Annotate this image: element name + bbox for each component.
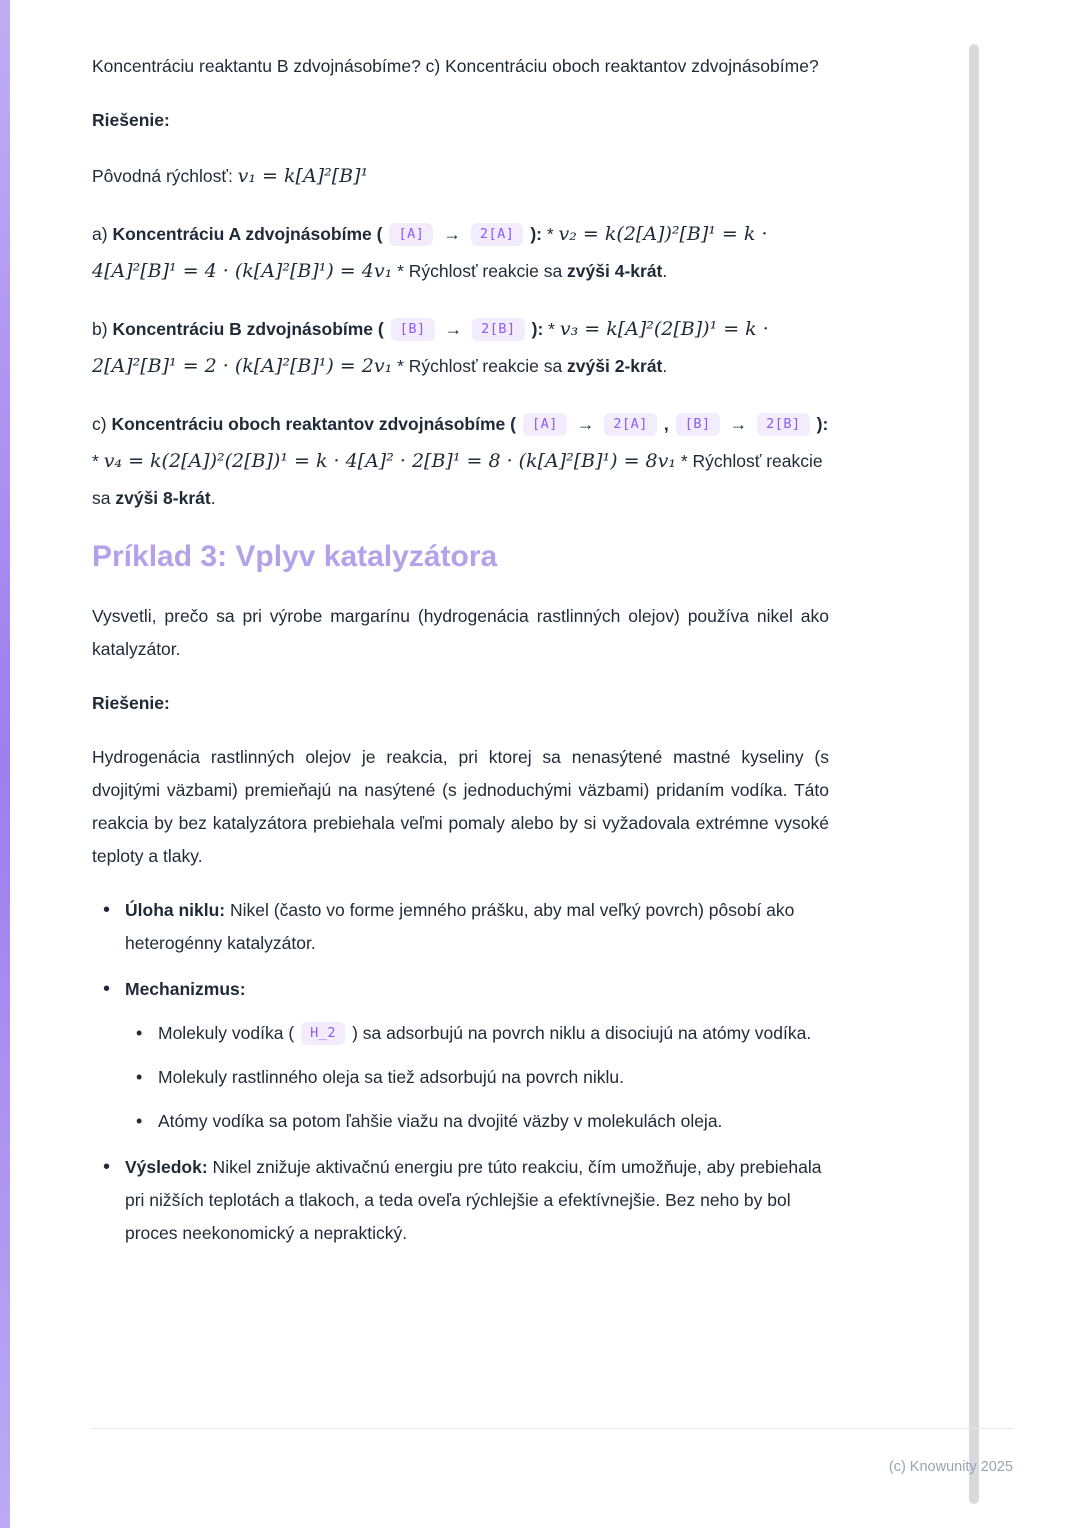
- bold-text: Riešenie:: [92, 110, 170, 130]
- plain-text: Molekuly vodíka (: [158, 1023, 295, 1043]
- math-expression: v₃ = k[A]²(2[B])¹ = k · 2[A]²[B]¹ = 2 · (k[A]²[B]¹) = 2v₁: [92, 318, 769, 377]
- bullet-uloha-niklu: [92, 894, 829, 960]
- bold-text: zvýši 4-krát: [567, 261, 663, 281]
- document-content: [92, 50, 829, 1263]
- inline-code-chip: 2[A]: [471, 223, 524, 246]
- plain-text: Molekuly rastlinného oleja sa tiež adsorbujú na povrch niklu.: [158, 1067, 624, 1087]
- plain-text: Atómy vodíka sa potom ľahšie viažu na dvojité väzby v molekulách oleja.: [158, 1111, 723, 1131]
- right-arrow-icon: →: [576, 414, 595, 434]
- paragraph-case-b: [92, 311, 829, 385]
- plain-text: .: [662, 261, 668, 281]
- plain-text: Nikel znižuje aktivačnú energiu pre túto reakciu, čím umožňuje, aby prebiehala pri nižších teplotách a tlakoch, a teda oveľa rýchlejšie a efektívnejšie. Bez neho by bol proces neekonomický a nepraktický.: [125, 1157, 822, 1243]
- bold-text: ):: [530, 224, 542, 244]
- plain-text: Vysvetli, prečo sa pri výrobe margarínu (hydrogenácia rastlinných olejov) používa nikel ako katalyzátor.: [92, 606, 829, 659]
- inline-code-chip: [B]: [391, 318, 435, 341]
- math-expression: v₄ = k(2[A])²(2[B])¹ = k · 4[A]² · 2[B]¹ = 8 · (k[A]²[B]¹) = 8v₁: [103, 450, 676, 472]
- right-arrow-icon: →: [729, 414, 748, 434]
- plain-text: Koncentráciu reaktantu B zdvojnásobíme? c) Koncentráciu oboch reaktantov zdvojnásobíme?: [92, 56, 819, 76]
- bold-text: Koncentráciu A zdvojnásobíme (: [112, 224, 383, 244]
- subbullet-oil-text: [158, 1067, 624, 1087]
- subbullet-h2-text: [158, 1023, 811, 1043]
- plain-text: .: [210, 488, 216, 508]
- paragraph-hydrogenation: [92, 741, 829, 873]
- plain-text: * Rýchlosť reakcie sa: [92, 451, 823, 508]
- paragraph-task: [92, 600, 829, 666]
- footer-credit: (c) Knowunity 2025: [888, 1459, 1013, 1475]
- subbullet-h-atoms: [125, 1105, 829, 1138]
- plain-text: Hydrogenácia rastlinných olejov je reakcia, pri ktorej sa nenasýtené mastné kyseliny (s dvojitými väzbami) premieňajú na nasýtené (s jednoduchými väzbami) pridaním vodíka. Táto reakcia by bez katalyzátora prebiehala veľmi pomaly alebo by si vyžadovala extrémne vysoké teploty a tlaky.: [92, 747, 829, 866]
- plain-text: * Rýchlosť reakcie sa: [392, 356, 568, 376]
- plain-text: *: [542, 224, 559, 244]
- mechanism-sublist: [125, 1017, 829, 1138]
- bold-text: zvýši 2-krát: [567, 356, 663, 376]
- bullet-mechanizmus-text: [125, 979, 246, 999]
- bullet-vysledok-text: [125, 1157, 822, 1243]
- plain-text: b): [92, 319, 113, 339]
- footer-divider: [92, 1428, 1013, 1429]
- bold-text: ,: [663, 414, 669, 434]
- subbullet-atoms-text: [158, 1111, 722, 1131]
- inline-code-chip: [A]: [389, 223, 433, 246]
- bold-text: Koncentráciu B zdvojnásobíme (: [112, 319, 384, 339]
- inline-code-chip: [A]: [523, 413, 567, 436]
- bold-text: Mechanizmus:: [125, 979, 246, 999]
- right-arrow-icon: →: [443, 224, 461, 244]
- math-expression: v₂ = k(2[A])²[B]¹ = k · 4[A]²[B]¹ = 4 · (k[A]²[B]¹) = 4v₁: [92, 223, 768, 282]
- plain-text: Nikel (často vo forme jemného prášku, aby mal veľký povrch) pôsobí ako heterogénny katalyzátor.: [125, 900, 795, 953]
- inline-code-chip: 2[B]: [472, 318, 525, 341]
- left-accent-stripe: [0, 0, 10, 1528]
- bold-text: ):: [816, 414, 829, 434]
- subbullet-h2-adsorption: [125, 1017, 829, 1050]
- plain-text: a): [92, 224, 113, 244]
- bullet-list: [92, 894, 829, 1250]
- bold-text: zvýši 8-krát: [115, 488, 211, 508]
- inline-code-chip: H_2: [301, 1022, 345, 1045]
- inline-code-chip: [B]: [676, 413, 720, 436]
- paragraph-question: [92, 50, 829, 83]
- plain-text: Pôvodná rýchlosť:: [92, 166, 238, 186]
- solution-label-1: [92, 104, 829, 137]
- scrollbar-thumb[interactable]: [969, 44, 979, 1504]
- plain-text: *: [543, 319, 560, 339]
- paragraph-case-a: [92, 216, 829, 290]
- plain-text: * Rýchlosť reakcie sa: [392, 261, 568, 281]
- plain-text: ) sa adsorbujú na povrch niklu a disociujú na atómy vodíka.: [352, 1023, 812, 1043]
- bullet-uloha-text: [125, 900, 794, 953]
- inline-code-chip: 2[A]: [604, 413, 657, 436]
- bullet-vysledok: [92, 1151, 829, 1250]
- bullet-mechanizmus: [92, 973, 829, 1138]
- math-expression: v₁ = k[A]²[B]¹: [237, 165, 369, 187]
- inline-code-chip: 2[B]: [757, 413, 810, 436]
- right-arrow-icon: →: [444, 319, 463, 339]
- example3-heading: Príklad 3: Vplyv katalyzátora: [92, 540, 498, 573]
- paragraph-case-c: [92, 406, 829, 517]
- plain-text: .: [662, 356, 668, 376]
- bold-text: Riešenie:: [92, 693, 170, 713]
- bold-text: Úloha niklu:: [125, 900, 226, 920]
- subbullet-oil-adsorption: [125, 1061, 829, 1094]
- solution-label-2: [92, 687, 829, 720]
- plain-text: c): [92, 414, 112, 434]
- bold-text: Výsledok:: [125, 1157, 208, 1177]
- bold-text: Koncentráciu oboch reaktantov zdvojnásobíme (: [111, 414, 516, 434]
- plain-text: *: [92, 451, 104, 471]
- paragraph-original-rate: [92, 158, 829, 195]
- bold-text: ):: [531, 319, 544, 339]
